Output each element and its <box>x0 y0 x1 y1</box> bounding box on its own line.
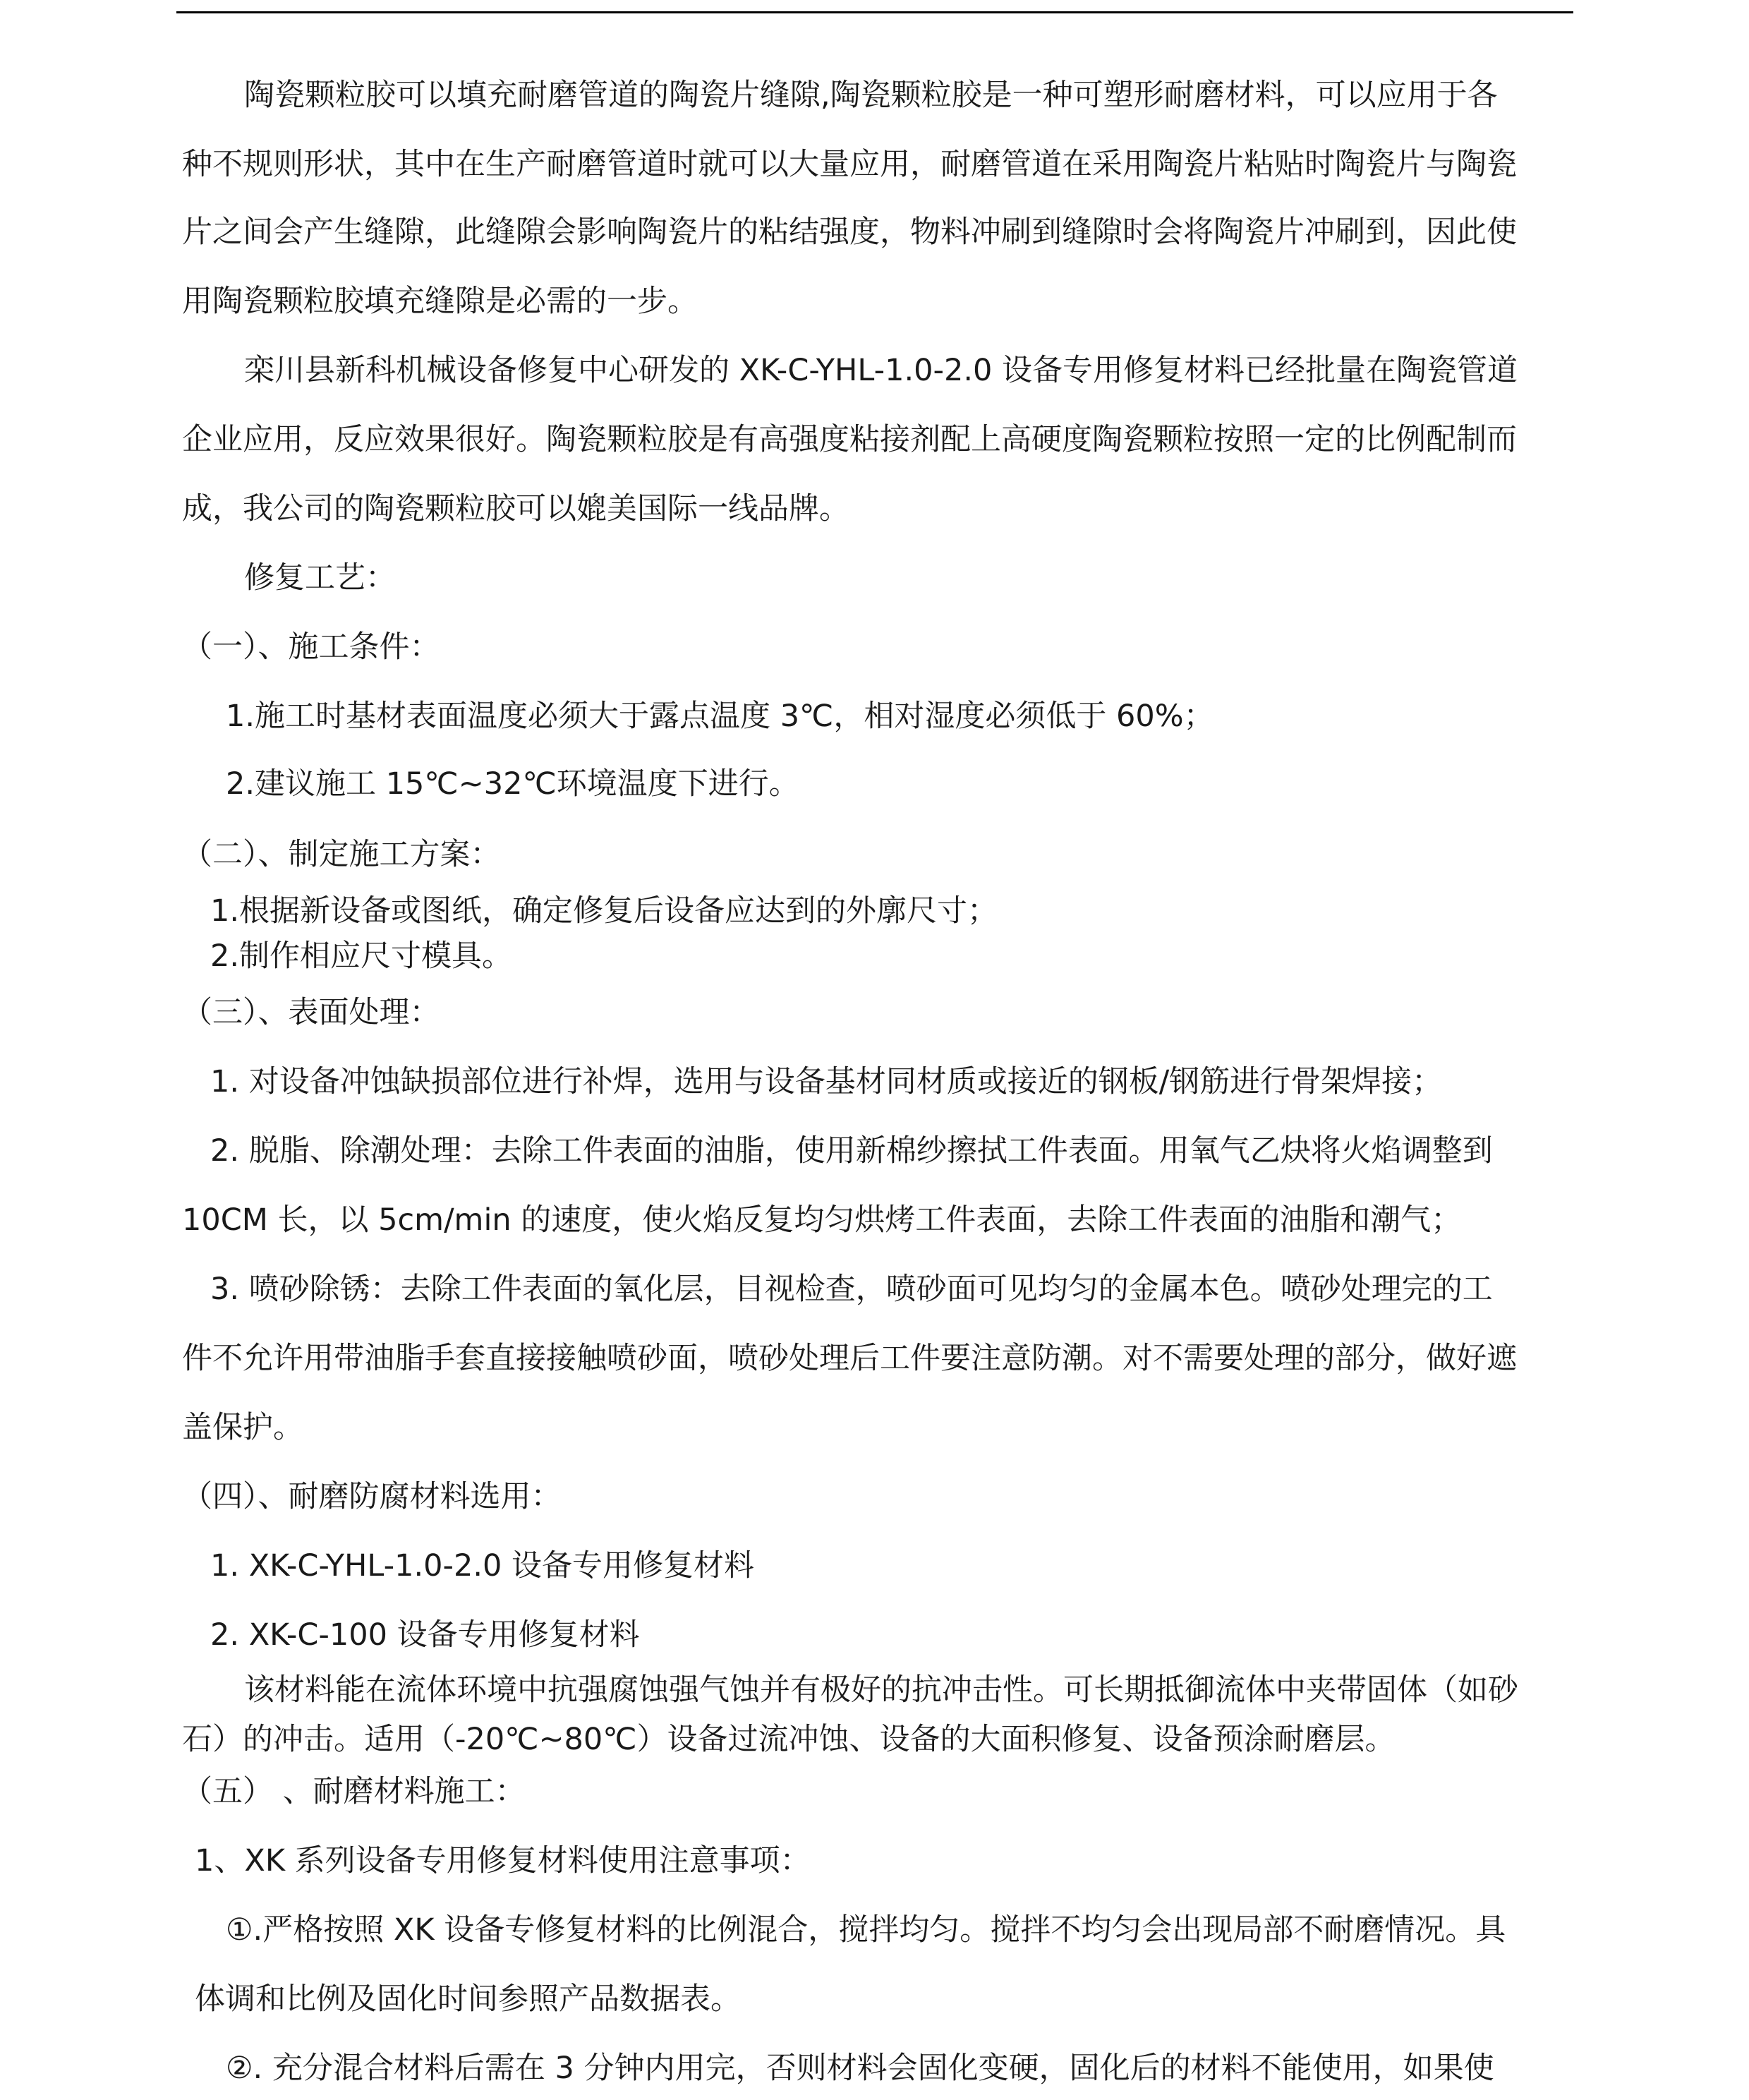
company-line-1: 栾川县新科机械设备修复中心研发的 XK-C-YHL-1.0-2.0 设备专用修复材料已经批量在陶瓷管道 <box>244 353 1518 388</box>
section-4-desc-line-2: 石）的冲击。适用（-20℃~80℃）设备过流冲蚀、设备的大面积修复、设备预涂耐磨层。 <box>182 1722 1396 1757</box>
section-1-item-1: 1.施工时基材表面温度必须大于露点温度 3℃，相对湿度必须低于 60%； <box>226 699 1214 734</box>
section-2-item-1: 1.根据新设备或图纸，确定修复后设备应达到的外廓尺寸； <box>210 893 998 929</box>
section-3-heading: （三）、表面处理： <box>182 995 440 1030</box>
section-2-item-2: 2.制作相应尺寸模具。 <box>210 939 513 974</box>
section-5-sub-1: 1、XK 系列设备专用修复材料使用注意事项： <box>195 1843 811 1878</box>
section-4-desc-line-1: 该材料能在流体环境中抗强腐蚀强气蚀并有极好的抗冲击性。可长期抵御流体中夹带固体（如砂 <box>244 1672 1518 1708</box>
section-5-note-2-line-1: ②. 充分混合材料后需在 3 分钟内用完，否则材料会固化变硬，固化后的材料不能使用，如果使 <box>226 2051 1494 2086</box>
section-3-item-1: 1. 对设备冲蚀缺损部位进行补焊，选用与设备基材同材质或接近的钢板/钢筋进行骨架焊接； <box>210 1064 1443 1099</box>
section-5-heading: （五） 、耐磨材料施工： <box>182 1774 526 1809</box>
section-3-item-3-line-1: 3. 喷砂除锈：去除工件表面的氧化层，目视检查，喷砂面可见均匀的金属本色。喷砂处理完的工 <box>210 1272 1493 1307</box>
intro-line-3: 片之间会产生缝隙，此缝隙会影响陶瓷片的粘结强度，物料冲刷到缝隙时会将陶瓷片冲刷到，因此使 <box>182 215 1517 250</box>
section-3-item-3-line-3: 盖保护。 <box>182 1410 303 1445</box>
section-5-note-1-line-1: ①.严格按照 XK 设备专修复材料的比例混合，搅拌均匀。搅拌不均匀会出现局部不耐磨情况。具 <box>226 1912 1506 1948</box>
intro-line-4: 用陶瓷颗粒胶填充缝隙是必需的一步。 <box>182 284 698 319</box>
section-4-heading: （四）、耐磨防腐材料选用： <box>182 1479 562 1514</box>
company-line-3: 成，我公司的陶瓷颗粒胶可以媲美国际一线品牌。 <box>182 491 849 526</box>
section-2-heading: （二）、制定施工方案： <box>182 837 501 872</box>
company-line-2: 企业应用，反应效果很好。陶瓷颗粒胶是有高强度粘接剂配上高硬度陶瓷颗粒按照一定的比例配制而 <box>182 422 1517 457</box>
intro-line-1: 陶瓷颗粒胶可以填充耐磨管道的陶瓷片缝隙,陶瓷颗粒胶是一种可塑形耐磨材料，可以应用于各 <box>244 78 1498 113</box>
section-1-heading: （一）、施工条件： <box>182 629 440 665</box>
section-3-item-2-line-1: 2. 脱脂、除潮处理：去除工件表面的油脂，使用新棉纱擦拭工件表面。用氧气乙炔将火焰调整到 <box>210 1133 1493 1169</box>
section-3-item-3-line-2: 件不允许用带油脂手套直接接触喷砂面，喷砂处理后工件要注意防潮。对不需要处理的部分，做好遮 <box>182 1341 1517 1376</box>
header-rule <box>176 11 1573 13</box>
section-3-item-2-line-2: 10CM 长，以 5cm/min 的速度，使火焰反复均匀烘烤工件表面，去除工件表面的油脂和潮气； <box>182 1202 1462 1238</box>
section-5-note-1-line-2: 体调和比例及固化时间参照产品数据表。 <box>195 1981 741 2017</box>
section-4-item-1: 1. XK-C-YHL-1.0-2.0 设备专用修复材料 <box>210 1548 755 1583</box>
section-1-item-2: 2.建议施工 15℃~32℃环境温度下进行。 <box>226 766 799 802</box>
section-4-item-2: 2. XK-C-100 设备专用修复材料 <box>210 1617 640 1653</box>
process-title: 修复工艺： <box>244 560 396 596</box>
intro-line-2: 种不规则形状，其中在生产耐磨管道时就可以大量应用，耐磨管道在采用陶瓷片粘贴时陶瓷片与陶瓷 <box>182 147 1517 182</box>
